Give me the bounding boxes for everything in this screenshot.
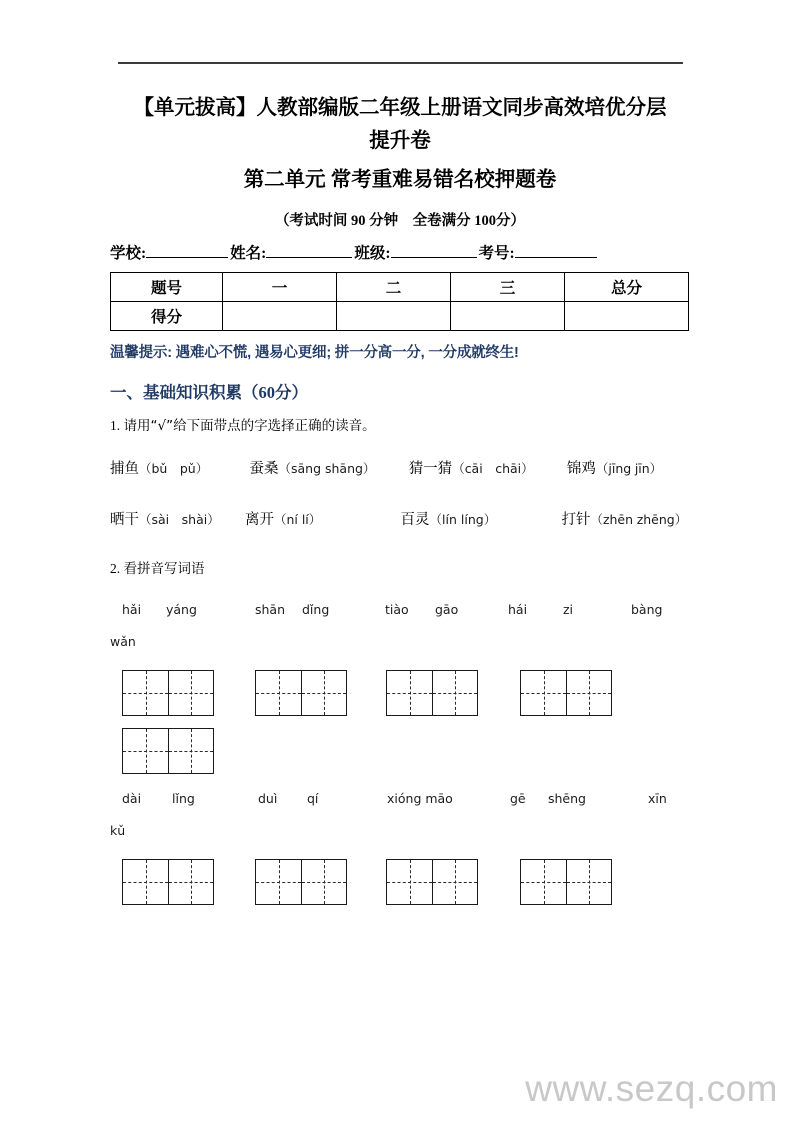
question-1-stem — [110, 416, 690, 436]
choice-word: 晒干 — [110, 511, 139, 528]
warm-tip-text: 温馨提示: 遇难心不慌, 遇易心更细; 拼一分高一分, 一分成就终生! — [110, 345, 519, 361]
score-table-header-total: 总分 — [565, 273, 689, 302]
choice-pinyin: （sài shài） — [139, 511, 220, 527]
choice-pinyin: （jīng — [595, 461, 632, 477]
document-content — [110, 92, 690, 911]
pinyin-syllable: shān — [255, 602, 286, 618]
choice-word: 打针 — [561, 511, 591, 528]
choice-pinyin: （zhēn — [590, 511, 634, 527]
table-row-header — [111, 273, 689, 302]
question-2-group1-grid-row-2 — [110, 728, 690, 780]
tianzige-box[interactable] — [386, 670, 478, 716]
document-title-line2: 提升卷 — [369, 130, 431, 152]
pinyin-syllable: dài — [122, 790, 142, 806]
name-field-blank[interactable] — [266, 242, 352, 258]
tianzige-cell[interactable] — [566, 860, 611, 904]
pinyin-syllable: shēng — [548, 790, 586, 806]
exam-number-field-label: 考号: — [478, 245, 515, 262]
choice-pinyin: （cāi chāi） — [452, 461, 534, 477]
school-field-label: 学校: — [110, 245, 147, 262]
question-1-line2-continuation: zhēng） — [636, 511, 688, 527]
pinyin-syllable: xīn — [648, 790, 667, 806]
choice-word: 猜一猜 — [408, 461, 453, 478]
choice-item[interactable] — [245, 504, 321, 537]
question-2-group1-grid-row-1 — [110, 670, 690, 722]
choice-pinyin: （bǔ pǔ） — [139, 461, 209, 477]
score-table-header-part2: 二 — [337, 273, 451, 302]
tianzige-box[interactable] — [122, 728, 214, 774]
name-field-label: 姓名: — [230, 245, 267, 262]
score-table — [110, 272, 689, 331]
pinyin-syllable: zi — [563, 602, 574, 618]
choice-pinyin: （lín líng） — [429, 511, 497, 527]
exam-number-field[interactable] — [479, 241, 597, 263]
pinyin-syllable: duì — [258, 790, 278, 806]
tianzige-cell[interactable] — [123, 729, 168, 773]
class-field-label: 班级: — [354, 245, 391, 262]
tianzige-cell[interactable] — [123, 671, 168, 715]
question-2-group2-grid-row-1 — [110, 859, 690, 911]
choice-item[interactable] — [567, 453, 631, 486]
site-watermark: www.sezq.com — [525, 1068, 778, 1109]
pinyin-syllable: hǎi — [122, 602, 142, 618]
pinyin-syllable: yáng — [166, 602, 197, 618]
tianzige-cell[interactable] — [432, 860, 477, 904]
tianzige-cell[interactable] — [301, 860, 346, 904]
score-table-header-part1: 一 — [223, 273, 337, 302]
section-heading-one: 一、基础知识积累（60分） — [110, 383, 308, 402]
tianzige-cell[interactable] — [256, 860, 301, 904]
class-field-blank[interactable] — [391, 242, 477, 258]
tianzige-box[interactable] — [255, 670, 347, 716]
tianzige-box[interactable] — [520, 670, 612, 716]
score-cell-part2[interactable] — [337, 302, 451, 331]
tianzige-box[interactable] — [520, 859, 612, 905]
tianzige-cell[interactable] — [387, 860, 432, 904]
score-table-header-part3: 三 — [451, 273, 565, 302]
tianzige-cell[interactable] — [566, 671, 611, 715]
score-cell-part3[interactable] — [451, 302, 565, 331]
name-field[interactable] — [230, 241, 352, 263]
choice-item[interactable] — [561, 504, 633, 537]
tianzige-cell[interactable] — [301, 671, 346, 715]
tianzige-cell[interactable] — [123, 860, 168, 904]
tianzige-cell[interactable] — [168, 729, 213, 773]
choice-pinyin: （ní lí） — [273, 511, 322, 527]
choice-word: 锦鸡 — [566, 461, 596, 478]
choice-item[interactable] — [110, 504, 220, 537]
question-2-stem-text: 看拼音写词语 — [123, 560, 205, 576]
table-row — [111, 302, 689, 331]
tianzige-cell[interactable] — [168, 860, 213, 904]
question-2-group1-pinyin — [110, 601, 690, 619]
question-1-stem-after: 给下面带点的字选择正确的读音。 — [173, 418, 376, 433]
header-divider-rule — [118, 62, 683, 64]
choice-item[interactable] — [249, 453, 375, 486]
tianzige-cell[interactable] — [387, 671, 432, 715]
exam-number-field-blank[interactable] — [515, 242, 597, 258]
tianzige-cell[interactable] — [432, 671, 477, 715]
pinyin-syllable: gāo — [435, 602, 459, 618]
tianzige-box[interactable] — [255, 859, 347, 905]
score-cell-total[interactable] — [565, 302, 689, 331]
choice-item[interactable] — [110, 453, 208, 486]
tianzige-box[interactable] — [122, 859, 214, 905]
pinyin-syllable: lǐng — [172, 790, 195, 806]
question-1-stem-before: 请用 — [123, 418, 151, 433]
tianzige-cell[interactable] — [256, 671, 301, 715]
choice-word: 捕鱼 — [110, 461, 139, 478]
tianzige-cell[interactable] — [521, 860, 566, 904]
class-field[interactable] — [354, 241, 476, 263]
school-field[interactable] — [110, 241, 228, 263]
question-1-number: 1. — [110, 418, 121, 433]
question-1 — [110, 416, 690, 537]
tianzige-cell[interactable] — [521, 671, 566, 715]
choice-word: 离开 — [244, 511, 274, 528]
pinyin-syllable: tiào — [385, 602, 409, 618]
question-1-choices-line2 — [110, 504, 690, 537]
pinyin-syllable: xióng māo — [387, 790, 453, 806]
choice-word: 蚕桑 — [249, 461, 279, 478]
question-1-line1-continuation: jīn） — [634, 461, 663, 477]
choice-item[interactable] — [401, 504, 497, 537]
document-subtitle: 第二单元 常考重难易错名校押题卷 — [243, 169, 557, 191]
pinyin-syllable: dǐng — [302, 602, 330, 618]
tianzige-box[interactable] — [122, 670, 214, 716]
question-2-group2-pinyin — [110, 790, 690, 808]
choice-item[interactable] — [409, 453, 534, 486]
student-info-fields — [110, 241, 690, 263]
document-title — [110, 92, 690, 158]
question-2-group1-pinyin-continuation: wǎn — [110, 634, 136, 650]
tianzige-cell[interactable] — [168, 671, 213, 715]
score-table-header-label: 题号 — [111, 273, 223, 302]
question-2-number: 2. — [110, 560, 121, 576]
tianzige-box[interactable] — [386, 859, 478, 905]
question-2-group2-pinyin-continuation: kǔ — [110, 822, 126, 838]
exam-info: （考试时间 90 分钟 全卷满分 100分） — [274, 213, 526, 229]
score-row-label: 得分 — [111, 302, 223, 331]
pinyin-syllable: qí — [307, 790, 319, 806]
question-1-choices-line1 — [110, 453, 690, 486]
question-2-stem — [110, 559, 690, 579]
choice-word: 百灵 — [400, 511, 430, 528]
document-title-line1: 【单元拔高】人教部编版二年级上册语文同步高效培优分层 — [133, 97, 667, 119]
school-field-blank[interactable] — [146, 242, 228, 258]
question-2 — [110, 559, 690, 911]
checkmark-icon: “√” — [150, 418, 174, 434]
pinyin-syllable: bàng — [631, 602, 663, 618]
score-cell-part1[interactable] — [223, 302, 337, 331]
choice-pinyin: （sāng shāng） — [278, 461, 376, 477]
pinyin-syllable: hái — [508, 602, 528, 618]
pinyin-syllable: gē — [510, 790, 526, 806]
